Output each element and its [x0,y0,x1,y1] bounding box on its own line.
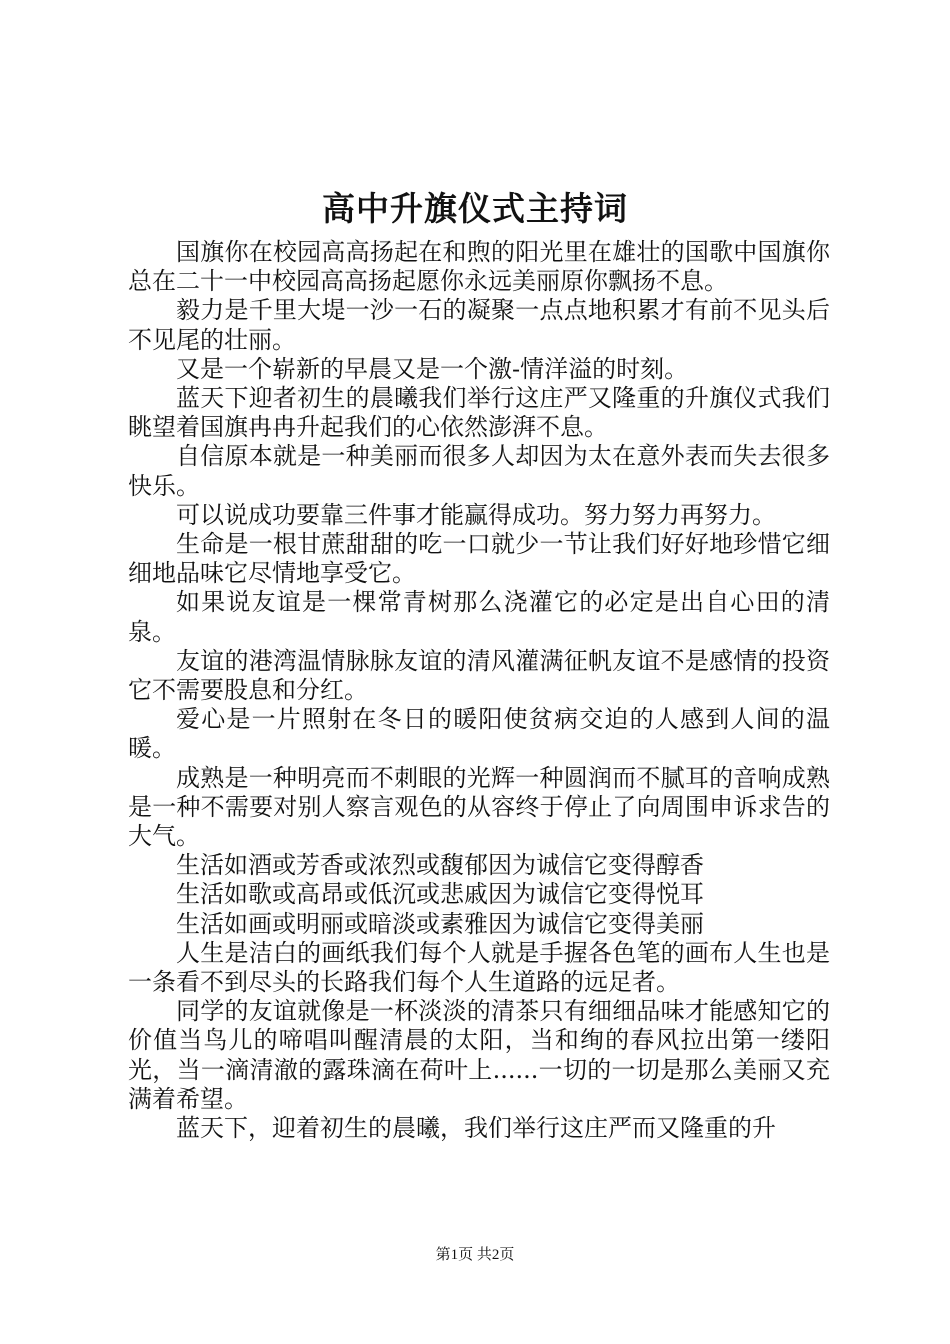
page-number-footer: 第1页 共2页 [435,1247,515,1263]
paragraph: 毅力是千里大堤一沙一石的凝聚一点点地积累才有前不见头后不见尾的壮丽。 [128,296,830,354]
paragraph: 生活如歌或高昂或低沉或悲戚因为诚信它变得悦耳 [176,880,704,909]
paragraph: 生活如酒或芳香或浓烈或馥郁因为诚信它变得醇香 [176,851,704,880]
paragraph: 蓝天下迎者初生的晨曦我们举行这庄严又隆重的升旗仪式我们眺望着国旗冉冉升起我们的心依然澎湃不息。 [128,384,830,442]
paragraph: 人生是洁白的画纸我们每个人就是手握各色笔的画布人生也是一条看不到尽头的长路我们每个人生道路的远足者。 [128,938,830,997]
document-body [128,238,830,1143]
paragraph: 如果说友谊是一棵常青树那么浇灌它的必定是出自心田的清泉。 [128,588,830,646]
paragraph: 自信原本就是一种美丽而很多人却因为太在意外表而失去很多快乐。 [128,442,830,500]
paragraph: 又是一个崭新的早晨又是一个激-情洋溢的时刻。 [176,354,689,383]
paragraph: 生命是一根甘蔗甜甜的吃一口就少一节让我们好好地珍惜它细细地品味它尽情地享受它。 [128,530,830,588]
paragraph: 爱心是一片照射在冬日的暖阳使贫病交迫的人感到人间的温暖。 [128,705,830,763]
paragraph: 可以说成功要靠三件事才能赢得成功。努力努力再努力。 [176,500,776,529]
paragraph: 国旗你在校园高高扬起在和煦的阳光里在雄壮的国歌中国旗你总在二十一中校园高高扬起愿你永远美丽原你飘扬不息。 [128,238,830,296]
paragraph: 同学的友谊就像是一杯淡淡的清茶只有细细品味才能感知它的价值当鸟儿的啼唱叫醒清晨的太阳，当和绚的春风拉出第一缕阳光，当一滴清澈的露珠滴在荷叶上......一切的一切是那么美丽又充满着希望。 [128,997,830,1113]
paragraph: 蓝天下，迎着初生的晨曦，我们举行这庄严而又隆重的升 [176,1114,776,1143]
document-title: 高中升旗仪式主持词 [322,189,628,228]
paragraph: 成熟是一种明亮而不刺眼的光辉一种圆润而不腻耳的音响成熟是一种不需要对别人察言观色的从容终于停止了向周围申诉求告的大气。 [128,763,830,851]
paragraph: 友谊的港湾温情脉脉友谊的清风灌满征帆友谊不是感情的投资它不需要股息和分红。 [128,646,830,705]
paragraph: 生活如画或明丽或暗淡或素雅因为诚信它变得美丽 [176,909,704,938]
